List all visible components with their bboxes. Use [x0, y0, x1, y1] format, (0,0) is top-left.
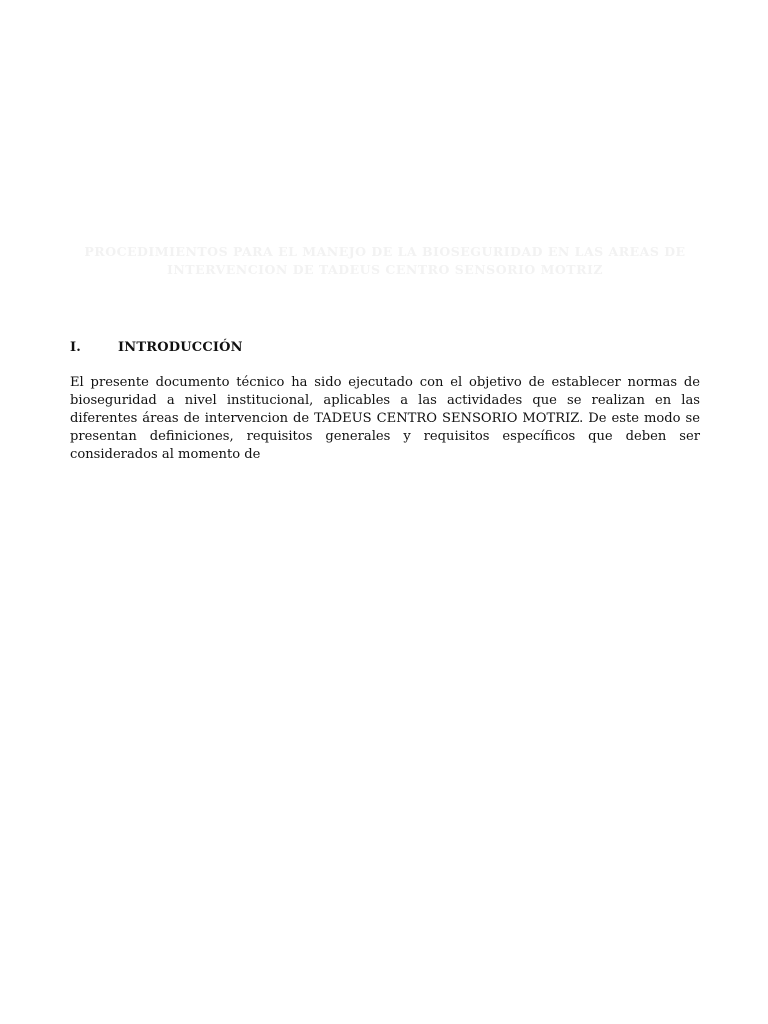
section-number: I. [70, 340, 82, 355]
introduction-body [70, 374, 700, 464]
faint-document-title: PROCEDIMIENTOS PARA EL MANEJO DE LA BIOSEGURIDAD EN LAS AREAS DE INTERVENCION DE TADEUS CENTRO SENSORIO MOTRIZ [84, 244, 686, 277]
section-heading [70, 340, 243, 355]
section-title: INTRODUCCIÓN [118, 340, 243, 355]
introduction-paragraph: El presente documento técnico ha sido ejecutado con el objetivo de establecer normas de bioseguridad a nivel institucional, aplicables a las actividades que se realizan en las diferentes áreas de intervencion de TADEUS CENTRO SENSORIO MOTRIZ. De este modo se presentan definiciones, requisitos generales y requisitos específicos que deben ser considerados al momento de [70, 375, 700, 462]
